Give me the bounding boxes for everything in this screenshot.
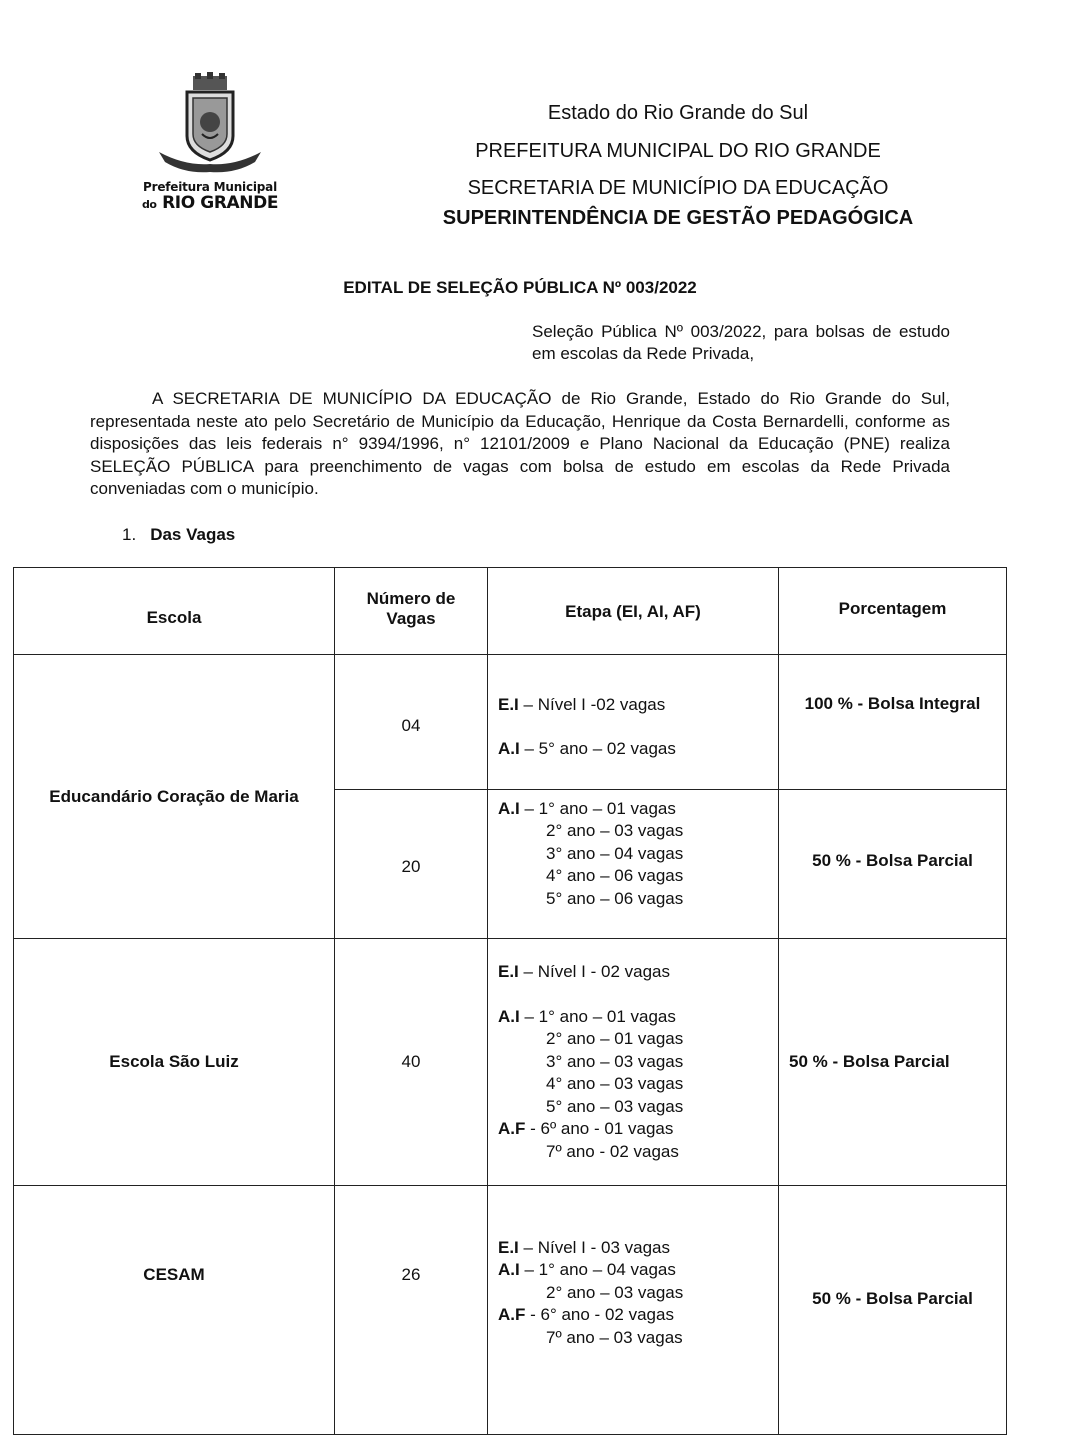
- cell-escola: CESAM: [14, 1186, 335, 1435]
- cell-etapa: A.I – 1° ano – 01 vagas 2° ano – 03 vagas 3° ano – 04 vagas 4° ano – 06 vagas 5° ano – 06 vagas: [488, 790, 779, 939]
- cell-escola: Educandário Coração de Maria: [14, 655, 335, 939]
- cell-porcentagem: 50 % - Bolsa Parcial: [779, 1186, 1007, 1435]
- header-porcentagem: Porcentagem: [779, 568, 1007, 655]
- cell-vagas: 40: [335, 939, 488, 1186]
- header-escola: Escola: [14, 568, 335, 655]
- vagas-table: [13, 567, 1007, 1435]
- header-superintendencia: SUPERINTENDÊNCIA DE GESTÃO PEDAGÓGICA: [442, 207, 914, 229]
- header-prefeitura: PREFEITURA MUNICIPAL DO RIO GRANDE: [475, 140, 881, 162]
- section-number: 1.: [122, 525, 137, 544]
- header-etapa: Etapa (EI, AI, AF): [488, 568, 779, 655]
- table-row: [14, 1186, 1007, 1435]
- cell-vagas: 20: [335, 790, 488, 939]
- section-title: Das Vagas: [150, 525, 236, 544]
- section-heading: [122, 525, 235, 545]
- logo-text-line1: Prefeitura Municipal: [143, 180, 277, 194]
- municipal-logo: [140, 72, 280, 214]
- cell-porcentagem: 50 % - Bolsa Parcial: [779, 790, 1007, 939]
- cell-porcentagem: 100 % - Bolsa Integral: [779, 655, 1007, 790]
- edital-title: EDITAL DE SELEÇÃO PÚBLICA Nº 003/2022: [343, 278, 697, 297]
- cell-etapa: E.I – Nível I - 02 vagas A.I – 1° ano – 01 vagas 2° ano – 01 vagas 3° ano – 03 vagas 4° ano – 03 vagas 5° ano – 03 vagas A.F - 6º ano - 01 vagas 7º ano - 02 vagas: [488, 939, 779, 1186]
- header-secretaria: SECRETARIA DE MUNICÍPIO DA EDUCAÇÃO: [467, 177, 889, 199]
- cell-etapa: E.I – Nível I - 03 vagas A.I – 1° ano – 04 vagas 2° ano – 03 vagas A.F - 6° ano - 02 vagas 7º ano – 03 vagas: [488, 1186, 779, 1435]
- edital-ementa: Seleção Pública Nº 003/2022, para bolsas de estudo em escolas da Rede Privada,: [532, 322, 950, 363]
- logo-text-line2: [140, 194, 280, 214]
- table-row: [14, 655, 1007, 790]
- header-state: Estado do Rio Grande do Sul: [547, 102, 809, 124]
- cell-vagas: 04: [335, 655, 488, 790]
- table-row: [14, 939, 1007, 1186]
- cell-escola: Escola São Luiz: [14, 939, 335, 1186]
- edital-preambulo: A SECRETARIA DE MUNICÍPIO DA EDUCAÇÃO de Rio Grande, Estado do Rio Grande do Sul, representada neste ato pelo Secretário de Município da Educação, Henrique da Costa Bernardelli, conforme as disposições das leis federais n° 9394/1996, n° 12101/2009 e Plano Nacional da Educação (PNE) realiza SELEÇÃO PÚBLICA para preenchimento de vagas com bolsa de estudo em escolas da Rede Privada conveniadas com o município.: [90, 389, 950, 498]
- cell-vagas: 26: [335, 1186, 488, 1435]
- coat-of-arms-icon: [155, 72, 265, 176]
- cell-porcentagem: 50 % - Bolsa Parcial: [779, 939, 1007, 1186]
- table-header-row: [14, 568, 1007, 655]
- logo-text-prefix: do: [141, 198, 157, 211]
- cell-etapa: E.I – Nível I -02 vagas A.I – 5° ano – 02 vagas: [488, 655, 779, 790]
- logo-text-city: RIO GRANDE: [162, 193, 279, 213]
- header-vagas: Número de Vagas: [335, 568, 488, 655]
